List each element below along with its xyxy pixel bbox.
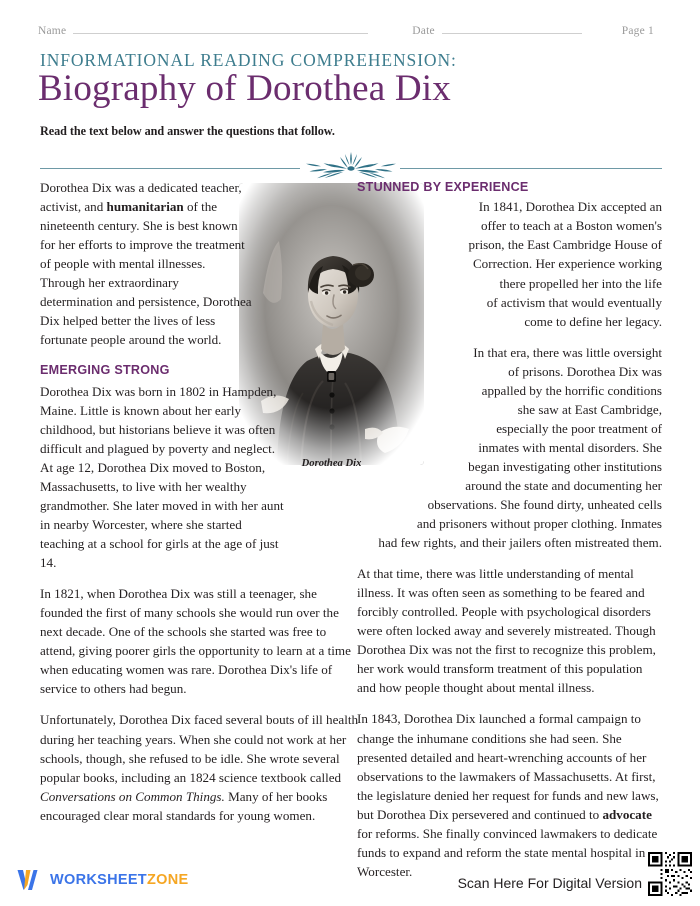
right-text-column	[357, 178, 662, 881]
text-line: there propelled her into the life	[499, 275, 662, 291]
text-line: had few rights, and their jailers often mistreated them.	[378, 535, 662, 551]
book-title: Conversations on Common Things.	[40, 788, 225, 804]
text-line: observations. She found dirty, unheated cells	[427, 497, 662, 513]
books-rest: Many of her books encouraged clear moral standards for young women.	[40, 788, 328, 823]
campaign-lead: In 1843, Dorothea Dix launched a formal campaign to change the inhumane conditions she had seen. She presented detailed and heart-wrenching accounts of her observations to the lawmakers of Massachusetts. At first, the legislature denied her request for funds and new laws, but Dorothea Dix persevered and continued to	[357, 711, 659, 822]
intro-rest: of the nineteenth century. She is best known for her efforts to improve the treatment of people with mental illnesses. Through her extraordinary determination and persistence, Dorothea Dix helped better the lives of less fortunate people around the world.	[40, 199, 252, 348]
text-line: appalled by the horrific conditions	[481, 382, 662, 398]
paragraph-first-schools: In 1821, when Dorothea Dix was still a teenager, she founded the first of many schools she would run over the next decade. One of the schools she started was free to attend, giving poorer girls the opportunity to learn at a time when educating women was rare. Dorothea Dix's life of service to others had begun.	[40, 586, 351, 697]
books-lead: Unfortunately, Dorothea Dix faced several bouts of ill health during her teaching years. When she could not work at her schools, though, she refused to be idle. She wrote several popular books, including an 1824 science textbook called	[40, 712, 359, 785]
divider-rule-left	[40, 168, 300, 169]
paragraph-boston-prison	[357, 197, 662, 330]
text-line: began investigating other institutions	[468, 458, 662, 474]
logo-wordmark	[50, 872, 188, 888]
name-label: Name	[38, 25, 67, 37]
page-number: Page 1	[621, 25, 654, 37]
date-input-line[interactable]	[442, 22, 582, 34]
keyword-advocate: advocate	[602, 806, 652, 822]
text-line: of prisons. Dorothea Dix was	[508, 363, 662, 379]
text-line: and prisoners without proper clothing. Inmates	[416, 516, 662, 532]
text-line: come to define her legacy.	[524, 313, 662, 329]
logo-mark-icon	[16, 868, 43, 892]
intro-lead: Dorothea Dix was a dedicated teacher, activist, and	[40, 180, 242, 215]
instruction-text: Read the text below and answer the questions that follow.	[40, 124, 335, 138]
paragraph-intro	[40, 178, 253, 349]
campaign-rest: for reforms. She finally convinced lawmakers to dedicate funds to expand and reform the state mental hospital in Worcester.	[357, 825, 658, 879]
text-line: offer to teach at a Boston women's	[480, 218, 662, 234]
worksheet-zone-logo[interactable]	[16, 868, 188, 892]
image-caption: Dorothea Dix	[301, 458, 362, 469]
paragraph-prison-conditions	[357, 343, 662, 553]
text-line: around the state and documenting her	[465, 477, 662, 493]
page-footer	[0, 850, 700, 906]
paragraph-mental-illness-views: At that time, there was little understanding of mental illness. It was often seen as something to be feared and forcibly controlled. People with psychological disorders were often locked away and severely mistreated. Though Dorothea Dix was not the first to recognize this problem, her work would transform treatment of this population and how people thought about mental illness.	[357, 566, 656, 696]
text-line: In 1841, Dorothea Dix accepted an	[478, 199, 662, 215]
text-line: Correction. Her experience working	[472, 256, 662, 272]
section-heading-emerging-strong: EMERGING STRONG	[40, 363, 170, 378]
page-title: Biography of Dorothea Dix	[38, 68, 451, 109]
text-line: especially the poor treatment of	[496, 420, 662, 436]
divider-rule-right	[400, 168, 662, 169]
qr-code[interactable]	[648, 852, 692, 896]
keyword-humanitarian: humanitarian	[106, 199, 184, 215]
left-text-column	[40, 178, 362, 825]
text-line: inmates with mental disorders. She	[478, 439, 662, 455]
text-line: In that era, there was little oversight	[473, 344, 662, 360]
student-info-row	[38, 22, 666, 40]
scan-prompt-text: Scan Here For Digital Version	[457, 875, 642, 891]
paragraph-books	[40, 710, 362, 824]
section-heading-stunned-by-experience: STUNNED BY EXPERIENCE	[357, 180, 529, 194]
logo-word-zone: ZONE	[146, 872, 189, 888]
name-input-line[interactable]	[73, 22, 368, 34]
text-line: of activism that would eventually	[486, 294, 662, 310]
text-line: she saw at East Cambridge,	[517, 401, 662, 417]
logo-word-worksheet: WORKSHEET	[50, 872, 147, 888]
worksheet-kicker: INFORMATIONAL READING COMPREHENSION:	[40, 50, 457, 70]
date-label: Date	[412, 25, 435, 37]
text-line: prison, the East Cambridge House of	[468, 237, 662, 253]
paragraph-early-life: Dorothea Dix was born in 1802 in Hampden, Maine. Little is known about her early childhood, but historians believe it was often difficult and plagued by poverty and neglect. At age 12, Dorothea Dix moved to Boston, Massachusetts, to live with her wealthy grandmother. She later moved in with her aunt in nearby Worcester, where she started teaching at a school for girls at the age of just 14.	[40, 383, 284, 571]
